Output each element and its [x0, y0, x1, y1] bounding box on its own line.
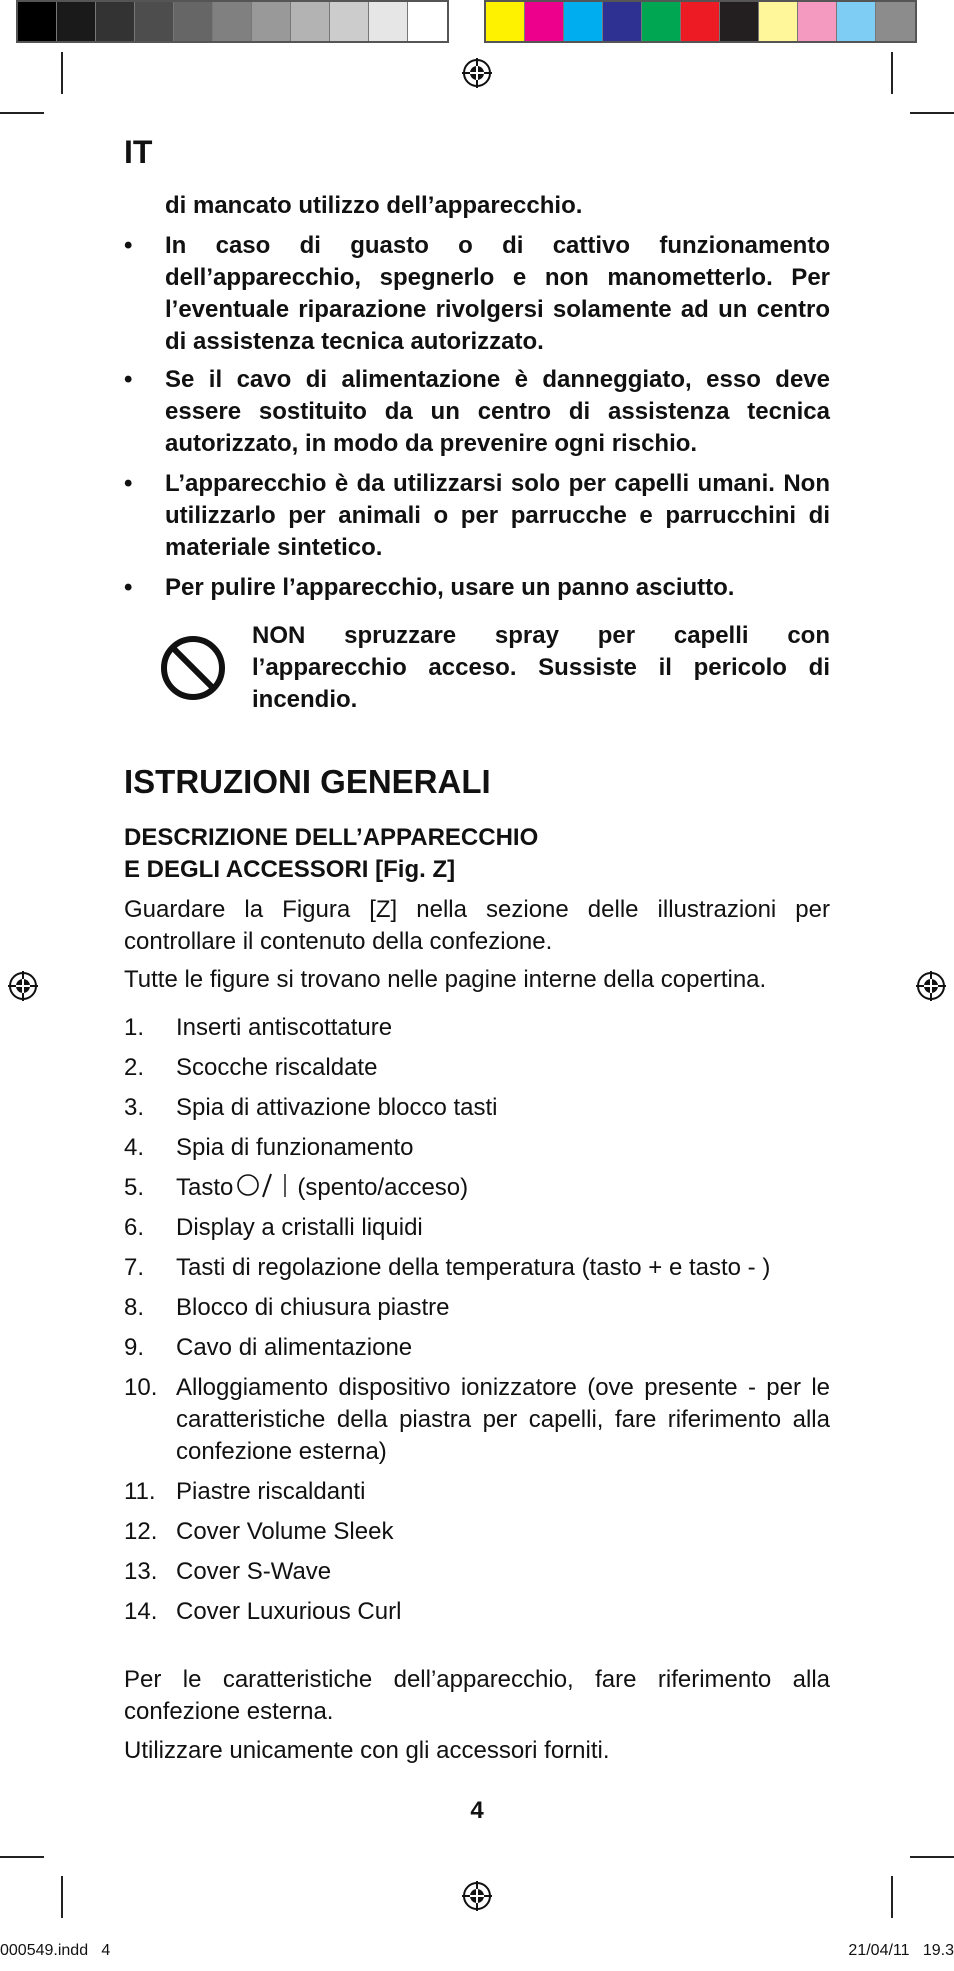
bullet-mark: • [124, 232, 133, 259]
item-text: Blocco di chiusura piastre [176, 1294, 450, 1321]
list-item [124, 1516, 830, 1548]
outro-paragraph: Per le caratteristiche dell’apparecchio, fare riferimento alla confezione esterna. [124, 1666, 830, 1725]
list-item [124, 1556, 830, 1588]
safety-bullet [124, 468, 830, 564]
crop-mark [891, 1876, 893, 1918]
list-item [124, 1092, 830, 1124]
registration-mark-icon [8, 971, 38, 1001]
item-text: Spia di attivazione blocco tasti [176, 1094, 498, 1121]
list-item [124, 1212, 830, 1244]
crop-mark [910, 1856, 954, 1858]
color-swatch [681, 2, 720, 41]
safety-bullet [124, 364, 830, 460]
item-text-before: Tasto [176, 1174, 234, 1201]
safety-bullet-text: In caso di guasto o di cattivo funzionamento dell’apparecchio, spegnerlo e non manometterlo. Per l’eventuale riparazione rivolgersi solamente ad un centro di assistenza tecnica autorizzato. [165, 232, 830, 355]
color-swatch [174, 2, 213, 41]
item-number: 13. [124, 1558, 158, 1585]
process-color-bar [484, 0, 917, 43]
item-number: 5. [124, 1174, 145, 1201]
list-item [124, 1476, 830, 1508]
crop-mark [891, 52, 893, 94]
bullet-mark: • [124, 574, 133, 601]
item-text: Scocche riscaldate [176, 1054, 378, 1081]
language-tag: IT [124, 134, 153, 170]
color-swatch [564, 2, 603, 41]
item-number: 9. [124, 1334, 145, 1361]
intro-paragraph: Guardare la Figura [Z] nella sezione delle illustrazioni per controllare il contenuto della confezione. [124, 896, 830, 955]
safety-bullet-text: Per pulire l’apparecchio, usare un panno asciutto. [165, 574, 735, 601]
list-item [124, 1596, 830, 1628]
list-item [124, 1172, 830, 1204]
item-text: Cover S-Wave [176, 1558, 332, 1585]
item-number: 14. [124, 1598, 158, 1625]
item-number: 8. [124, 1294, 145, 1321]
intro-paragraph: Tutte le figure si trovano nelle pagine interne della copertina. [124, 966, 767, 993]
list-item [124, 1332, 830, 1364]
item-text: Piastre riscaldanti [176, 1478, 366, 1505]
color-swatch [486, 2, 525, 41]
item-number: 1. [124, 1014, 145, 1041]
color-swatch [876, 2, 915, 41]
item-number: 2. [124, 1054, 145, 1081]
item-number: 6. [124, 1214, 145, 1241]
list-item [124, 1372, 830, 1468]
subtitle-line: E DEGLI ACCESSORI [Fig. Z] [124, 856, 456, 883]
warning-box [124, 620, 830, 716]
registration-mark-icon [462, 58, 492, 88]
item-text: Cover Volume Sleek [176, 1518, 394, 1545]
color-swatch [837, 2, 876, 41]
color-swatch [291, 2, 330, 41]
registration-mark-icon [462, 1881, 492, 1911]
safety-bullet-text: Se il cavo di alimentazione è danneggiato, esso deve essere sostituito da un centro di assistenza tecnica autorizzato, in modo da prevenire ogni rischio. [165, 366, 830, 457]
color-swatch [369, 2, 408, 41]
list-item [124, 1252, 830, 1284]
page-number: 4 [470, 1797, 484, 1824]
color-swatch [642, 2, 681, 41]
slug-filename: 000549.indd 4 [0, 1942, 111, 1959]
color-swatch [57, 2, 96, 41]
item-number: 3. [124, 1094, 145, 1121]
item-text-after: (spento/acceso) [297, 1174, 469, 1201]
color-swatch [330, 2, 369, 41]
crop-mark [61, 1876, 63, 1918]
safety-bullet-text: L’apparecchio è da utilizzarsi solo per capelli umani. Non utilizzarlo per animali o per parrucche e parrucchini di materiale sintetico. [165, 470, 830, 561]
color-swatch [135, 2, 174, 41]
section-subtitle [124, 822, 538, 886]
subtitle-line: DESCRIZIONE DELL’APPARECCHIO [124, 824, 539, 851]
color-swatch [18, 2, 57, 41]
item-text: Tasti di regolazione della temperatura (tasto + e tasto - ) [176, 1254, 771, 1281]
power-toggle-icon [237, 1172, 293, 1198]
item-number: 7. [124, 1254, 145, 1281]
item-text: Inserti antiscottature [176, 1014, 393, 1041]
safety-bullet [124, 572, 830, 604]
color-swatch [603, 2, 642, 41]
color-swatch [720, 2, 759, 41]
color-swatch [759, 2, 798, 41]
list-item [124, 1292, 830, 1324]
list-item [124, 1012, 830, 1044]
outro-paragraph: Utilizzare unicamente con gli accessori forniti. [124, 1737, 610, 1764]
item-text: Cover Luxurious Curl [176, 1598, 402, 1625]
list-item [124, 1132, 830, 1164]
item-text [176, 1172, 830, 1204]
safety-continuation: di mancato utilizzo dell’apparecchio. [165, 192, 583, 219]
crop-mark [0, 1856, 44, 1858]
item-text: Spia di funzionamento [176, 1134, 414, 1161]
item-number: 11. [124, 1478, 156, 1505]
item-text: Alloggiamento dispositivo ionizzatore (ove presente - per le caratteristiche della piastra per capelli, fare riferimento alla confezione esterna) [176, 1374, 830, 1465]
list-item [124, 1052, 830, 1084]
item-number: 10. [124, 1374, 158, 1401]
crop-mark [61, 52, 63, 94]
item-text: Display a cristalli liquidi [176, 1214, 423, 1241]
bullet-mark: • [124, 470, 133, 497]
color-swatch [96, 2, 135, 41]
bullet-mark: • [124, 366, 133, 393]
slug-timestamp: 21/04/11 19.3 [848, 1942, 954, 1959]
color-swatch [252, 2, 291, 41]
crop-mark [910, 112, 954, 114]
prohibition-icon [160, 635, 226, 701]
color-swatch [798, 2, 837, 41]
color-swatch [213, 2, 252, 41]
crop-mark [0, 112, 44, 114]
color-swatch [408, 2, 447, 41]
safety-bullet [124, 230, 830, 358]
registration-mark-icon [916, 971, 946, 1001]
color-swatch [525, 2, 564, 41]
item-number: 12. [124, 1518, 158, 1545]
section-title: ISTRUZIONI GENERALI [124, 763, 491, 800]
item-number: 4. [124, 1134, 145, 1161]
item-text: Cavo di alimentazione [176, 1334, 413, 1361]
parts-list [124, 1012, 830, 1636]
warning-text: NON spruzzare spray per capelli con l’apparecchio acceso. Sussiste il pericolo di incendio. [252, 622, 830, 713]
grayscale-color-bar [16, 0, 449, 43]
